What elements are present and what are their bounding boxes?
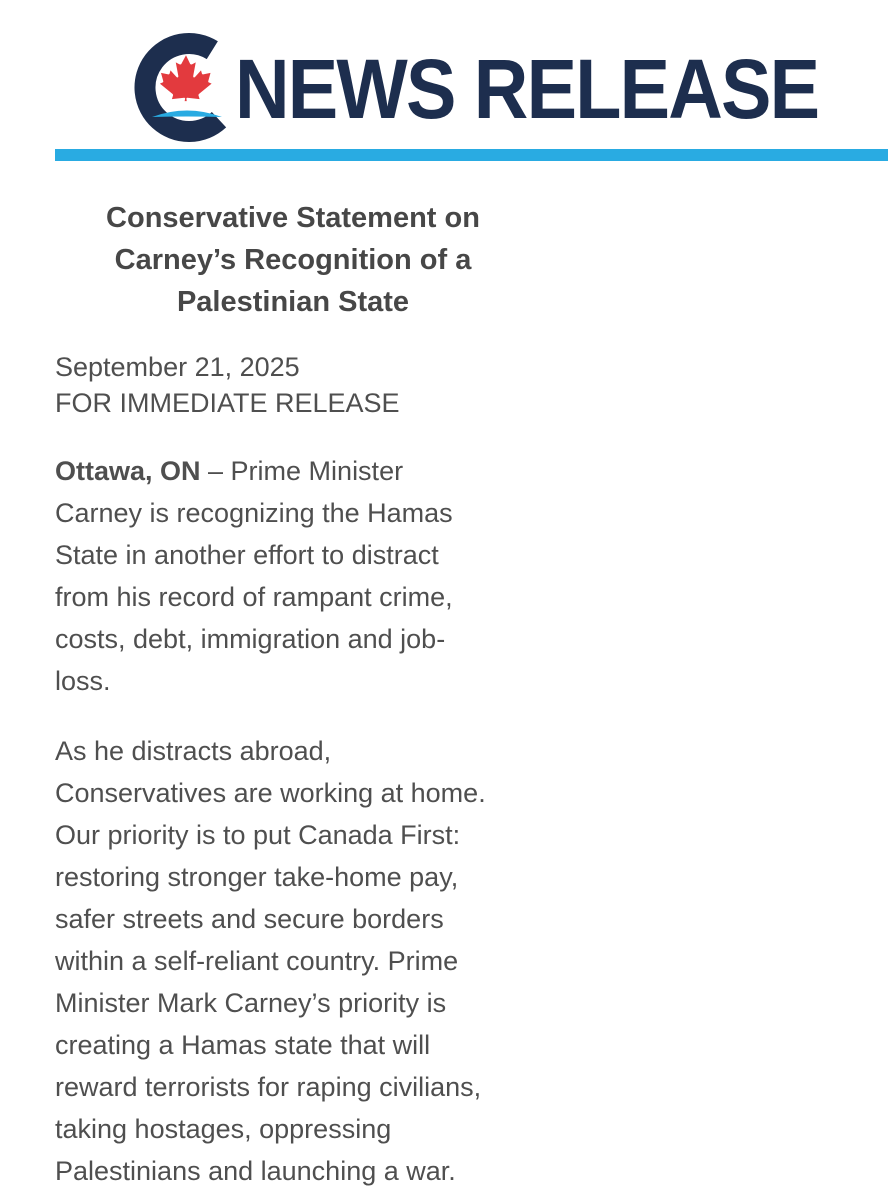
masthead xyxy=(0,0,888,161)
text-line: State in another effort to distract xyxy=(55,540,439,570)
conservative-party-logo-icon xyxy=(130,28,240,148)
dateline-line xyxy=(55,450,531,492)
paragraph-1 xyxy=(55,450,531,702)
text-line: Palestinian State xyxy=(176,286,410,318)
text-line: loss. xyxy=(55,666,111,696)
text-line: Minister Mark Carney’s priority is xyxy=(55,988,447,1018)
header-accent-bar xyxy=(55,149,888,161)
text-line: restoring stronger take-home pay, xyxy=(55,862,459,892)
text-line: Our priority is to put Canada First: xyxy=(55,820,461,850)
paragraph-1-lines xyxy=(55,492,531,702)
masthead-title: NEWS RELEASE xyxy=(235,42,819,136)
text-line: As he distracts abroad, xyxy=(55,736,332,766)
dateline-rest: – Prime Minister xyxy=(200,456,404,486)
immediate-release-tag: FOR IMMEDIATE RELEASE xyxy=(55,388,400,418)
text-line: Conservative Statement on xyxy=(106,202,480,234)
text-line: Conservatives are working at home. xyxy=(55,778,486,808)
text-line: reward terrorists for raping civilians, xyxy=(55,1072,482,1102)
text-line: safer streets and secure borders xyxy=(55,904,444,934)
text-line: taking hostages, oppressing xyxy=(55,1114,392,1144)
text-line: within a self-reliant country. Prime xyxy=(55,946,459,976)
maple-leaf-icon xyxy=(160,55,212,101)
text-line: costs, debt, immigration and job- xyxy=(55,624,446,654)
text-line: from his record of rampant crime, xyxy=(55,582,453,612)
paragraph-2 xyxy=(55,730,531,1192)
date-block xyxy=(55,349,531,421)
dateline-city: Ottawa, ON xyxy=(55,456,201,486)
text-line: Carney’s Recognition of a xyxy=(114,244,472,276)
text-line: creating a Hamas state that will xyxy=(55,1030,431,1060)
release-date: September 21, 2025 xyxy=(55,352,300,382)
release-heading xyxy=(55,197,531,323)
text-line: Carney is recognizing the Hamas xyxy=(55,498,453,528)
text-line: Palestinians and launching a war. xyxy=(55,1156,456,1186)
release-body xyxy=(55,197,531,1192)
